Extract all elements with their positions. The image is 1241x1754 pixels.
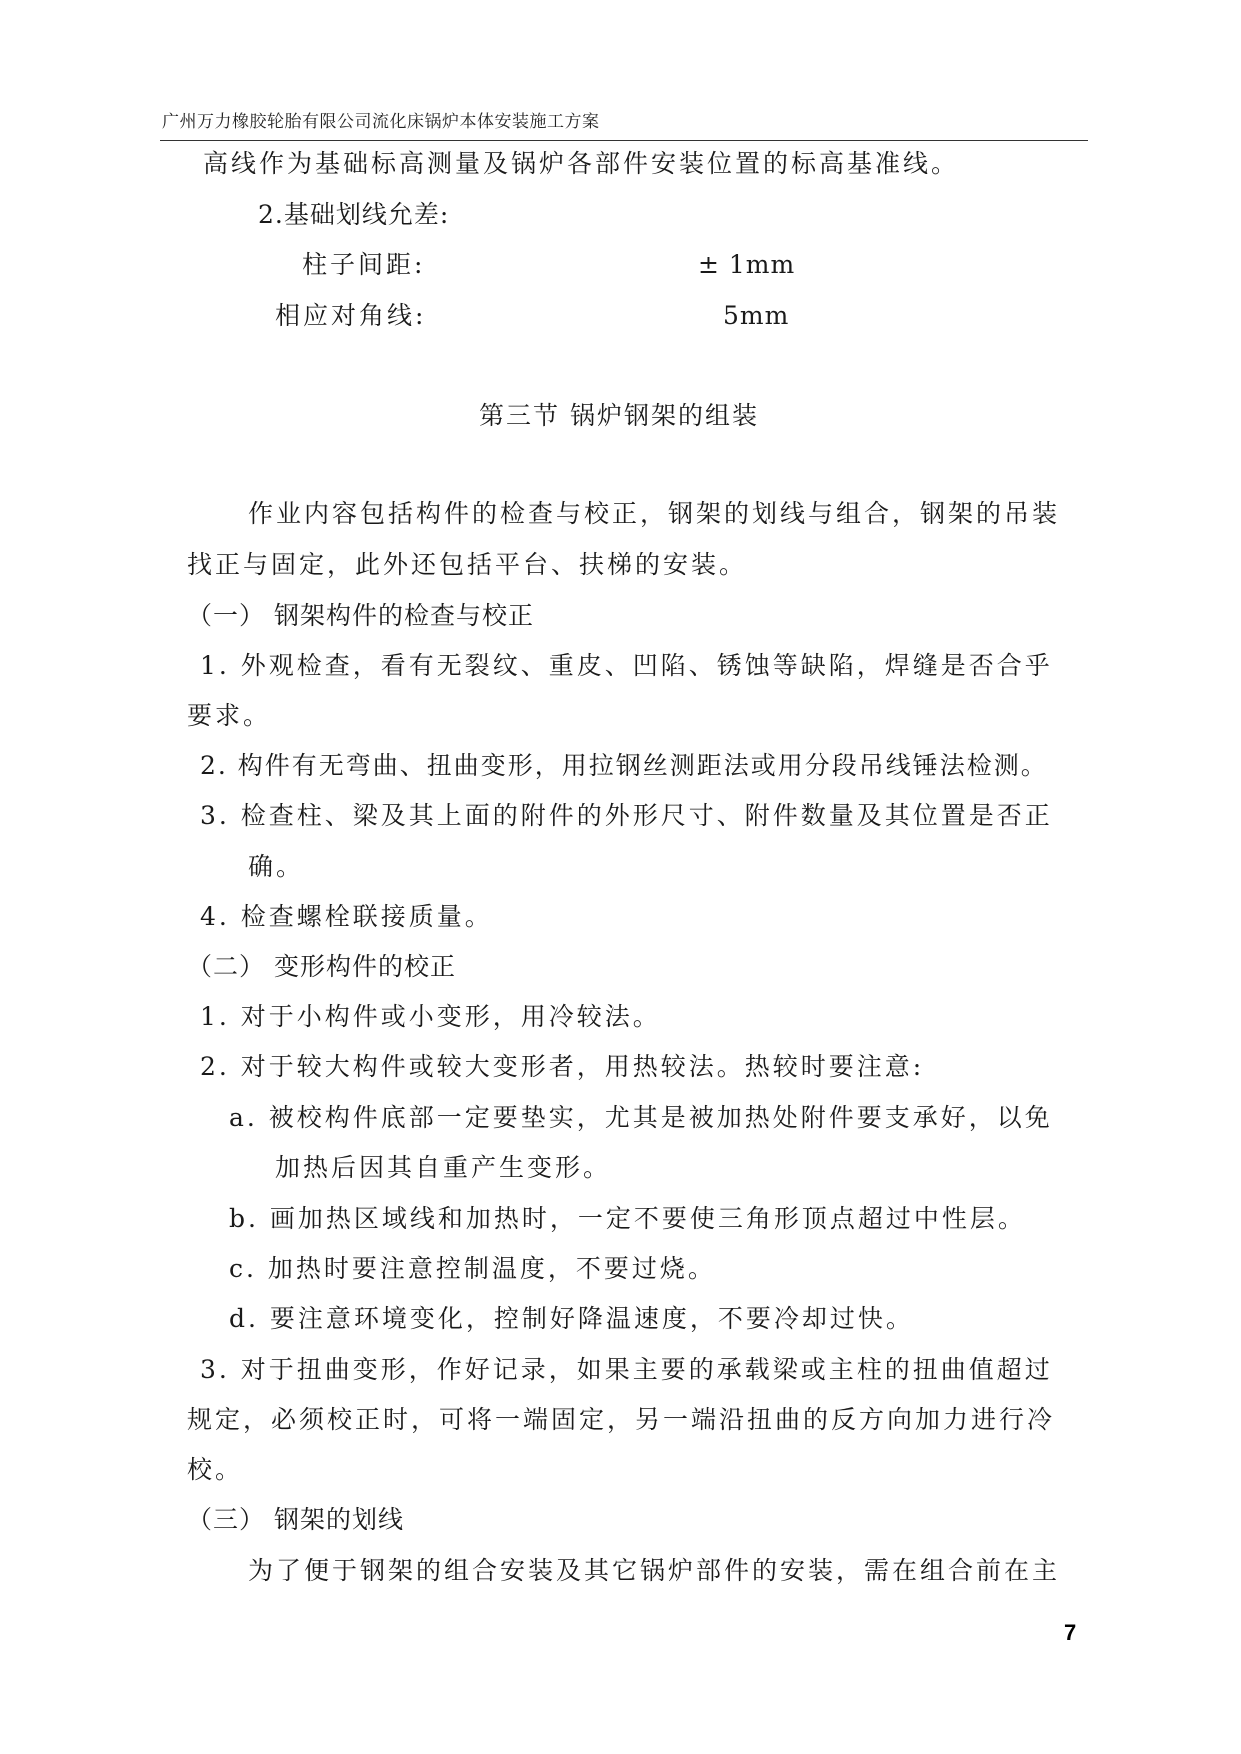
list-item: 1. 外观检查，看有无裂纹、重皮、凹陷、锈蚀等缺陷，焊缝是否合乎 <box>200 651 1053 680</box>
list-item-continuation: 规定，必须校正时，可将一端固定，另一端沿扭曲的反方向加力进行冷 <box>187 1405 1056 1434</box>
list-item: 4. 检查螺栓联接质量。 <box>200 902 493 931</box>
list-item-continuation: 要求。 <box>187 701 272 730</box>
list-item: 3. 检查柱、梁及其上面的附件的外形尺寸、附件数量及其位置是否正 <box>200 801 1053 830</box>
section-title: 第三节 锅炉钢架的组装 <box>479 401 759 430</box>
list-item-continuation: 确。 <box>248 852 305 881</box>
page-number: 7 <box>1064 1620 1077 1645</box>
document-title: 广州万力橡胶轮胎有限公司流化床锅炉本体安装施工方案 <box>162 112 600 132</box>
tolerance-label-column-spacing: 柱子间距: <box>302 250 426 279</box>
tolerance-label-diagonal: 相应对角线: <box>275 301 427 330</box>
sub-item-continuation: 加热后因其自重产生变形。 <box>275 1153 612 1182</box>
paragraph-line: 找正与固定，此外还包括平台、扶梯的安装。 <box>187 550 748 579</box>
part1-heading: （一） 钢架构件的检查与校正 <box>187 601 534 630</box>
sub-item: a. 被校构件底部一定要垫实，尤其是被加热处附件要支承好，以免 <box>229 1103 1053 1132</box>
list-item: 1. 对于小构件或小变形，用冷较法。 <box>200 1002 661 1031</box>
sub-item: d. 要注意环境变化，控制好降温速度，不要冷却过快。 <box>229 1304 914 1333</box>
list-item: 2. 对于较大构件或较大变形者，用热较法。热较时要注意: <box>200 1052 925 1081</box>
part3-heading: （三） 钢架的划线 <box>187 1505 404 1534</box>
sub-item: c. 加热时要注意控制温度，不要过烧。 <box>229 1254 716 1283</box>
part2-heading: （二） 变形构件的校正 <box>187 952 456 981</box>
tolerance-value-column-spacing: ± 1mm <box>698 250 796 279</box>
tolerance-heading: 2.基础划线允差: <box>258 200 450 229</box>
intro-line: 高线作为基础标高测量及锅炉各部件安装位置的标高基准线。 <box>203 149 960 178</box>
header-divider <box>160 140 1088 141</box>
paragraph-line: 为了便于钢架的组合安装及其它锅炉部件的安装，需在组合前在主 <box>248 1556 1061 1585</box>
list-item-continuation: 校。 <box>187 1455 244 1484</box>
paragraph-line: 作业内容包括构件的检查与校正，钢架的划线与组合，钢架的吊装 <box>248 499 1061 528</box>
sub-item: b. 画加热区域线和加热时，一定不要使三角形顶点超过中性层。 <box>229 1204 1026 1233</box>
tolerance-value-diagonal: 5mm <box>723 301 790 330</box>
list-item: 2. 构件有无弯曲、扭曲变形，用拉钢丝测距法或用分段吊线锤法检测。 <box>200 751 1048 780</box>
list-item: 3. 对于扭曲变形，作好记录，如果主要的承载梁或主柱的扭曲值超过 <box>200 1355 1053 1384</box>
